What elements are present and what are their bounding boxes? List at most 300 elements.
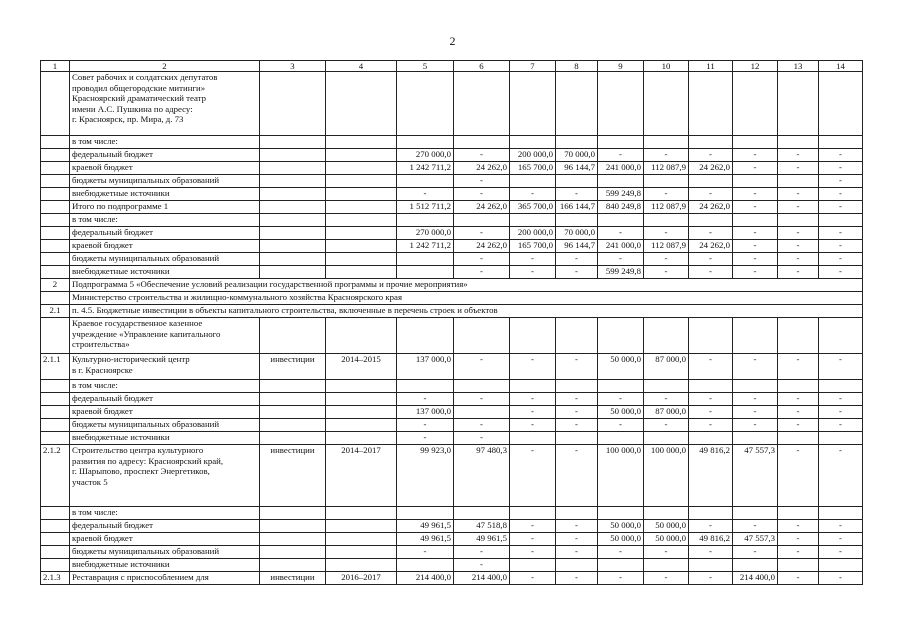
value-cell: - [644,266,689,279]
value-cell: - [778,162,819,175]
value-cell [326,227,397,240]
value-cell [326,507,397,520]
value-cell: - [778,445,819,507]
value-cell [397,507,454,520]
value-cell: - [819,520,863,533]
value-cell: 49 816,2 [689,445,733,507]
description-cell: в том числе: [70,214,260,227]
value-cell: 70 000,0 [556,227,598,240]
value-cell [326,149,397,162]
value-cell: 365 700,0 [510,201,556,214]
value-cell [598,72,644,136]
value-cell: - [778,406,819,419]
value-cell [260,227,326,240]
value-cell [778,318,819,354]
value-cell [598,507,644,520]
value-cell: - [819,240,863,253]
value-cell [819,432,863,445]
description-cell: федеральный бюджет [70,149,260,162]
value-cell: 96 144,7 [556,162,598,175]
row-number-cell [41,406,70,419]
value-cell: - [733,393,778,406]
row-number-cell [41,188,70,201]
value-cell [733,214,778,227]
value-cell [326,136,397,149]
row-number-cell [41,318,70,354]
value-cell [598,318,644,354]
value-cell: - [397,188,454,201]
value-cell: 47 557,3 [733,533,778,546]
value-cell: - [454,175,510,188]
value-cell [510,380,556,393]
value-cell [260,419,326,432]
value-cell: - [733,546,778,559]
value-cell [397,380,454,393]
table-row [41,175,863,188]
value-cell [510,318,556,354]
table-row [41,533,863,546]
value-cell: - [510,266,556,279]
row-number-cell [41,175,70,188]
value-cell: - [778,533,819,546]
value-cell: 112 087,9 [644,201,689,214]
description-cell: внебюджетные источники [70,188,260,201]
row-number-cell [41,520,70,533]
value-cell [778,507,819,520]
value-cell [326,559,397,572]
table-header-row [41,61,863,72]
value-cell [778,214,819,227]
value-cell [260,253,326,266]
row-number-cell [41,149,70,162]
value-cell: - [689,546,733,559]
value-cell: - [778,201,819,214]
table-row [41,214,863,227]
value-cell: 24 262,0 [689,201,733,214]
value-cell [326,380,397,393]
value-cell: - [778,266,819,279]
value-cell: - [819,445,863,507]
value-cell: 49 961,5 [397,533,454,546]
value-cell: - [598,253,644,266]
value-cell: - [689,520,733,533]
value-cell [689,380,733,393]
value-cell [454,318,510,354]
column-header: 14 [819,61,863,72]
row-number-cell [41,507,70,520]
value-cell: 1 512 711,2 [397,201,454,214]
description-cell: бюджеты муниципальных образований [70,253,260,266]
budget-table [40,60,863,585]
value-cell: - [778,520,819,533]
value-cell: 165 700,0 [510,240,556,253]
value-cell: 100 000,0 [644,445,689,507]
value-cell [819,214,863,227]
table-row [41,380,863,393]
value-cell: 24 262,0 [689,240,733,253]
value-cell: - [689,354,733,380]
value-cell: - [598,419,644,432]
value-cell: 24 262,0 [454,162,510,175]
value-cell [598,136,644,149]
value-cell: - [689,393,733,406]
value-cell: - [778,227,819,240]
value-cell [260,162,326,175]
description-cell: федеральный бюджет [70,227,260,240]
table-row [41,393,863,406]
value-cell [733,380,778,393]
value-cell [556,136,598,149]
value-cell [556,380,598,393]
value-cell: 24 262,0 [454,240,510,253]
value-cell: 599 249,8 [598,266,644,279]
column-header: 13 [778,61,819,72]
value-cell: 24 262,0 [454,201,510,214]
value-cell: - [689,227,733,240]
value-cell: - [819,149,863,162]
value-cell [598,559,644,572]
value-cell: - [556,354,598,380]
table-row [41,546,863,559]
value-cell [454,214,510,227]
value-cell: - [598,227,644,240]
description-cell: краевой бюджет [70,406,260,419]
value-cell [556,559,598,572]
value-cell: - [819,227,863,240]
column-header: 12 [733,61,778,72]
value-cell: 87 000,0 [644,354,689,380]
value-cell: - [819,188,863,201]
table-row [41,136,863,149]
value-cell [778,72,819,136]
value-cell: 200 000,0 [510,149,556,162]
value-cell: - [733,419,778,432]
value-cell: - [819,393,863,406]
value-cell [397,214,454,227]
value-cell: - [510,445,556,507]
value-cell [689,507,733,520]
value-cell: инвестиции [260,354,326,380]
description-cell: краевой бюджет [70,240,260,253]
row-number-cell [41,240,70,253]
value-cell: - [644,188,689,201]
value-cell [733,175,778,188]
description-cell: Культурно-исторический центр в г. Красноярске [70,354,260,380]
value-cell [397,175,454,188]
value-cell: - [733,201,778,214]
value-cell [260,533,326,546]
value-cell [454,507,510,520]
section-title-cell: Министерство строительства и жилищно-коммунального хозяйства Красноярского края [70,292,863,305]
value-cell [556,507,598,520]
value-cell: 599 249,8 [598,188,644,201]
value-cell: - [556,253,598,266]
description-cell: Итого по подпрограмме 1 [70,201,260,214]
value-cell [260,393,326,406]
value-cell: 47 518,8 [454,520,510,533]
value-cell: - [644,253,689,266]
column-header: 5 [397,61,454,72]
value-cell [510,136,556,149]
description-cell: в том числе: [70,136,260,149]
value-cell: - [556,419,598,432]
row-number-cell: 2.1.3 [41,572,70,585]
value-cell: - [454,227,510,240]
description-cell: внебюджетные источники [70,266,260,279]
value-cell: - [689,406,733,419]
column-header: 3 [260,61,326,72]
value-cell: 49 961,5 [397,520,454,533]
value-cell: - [644,227,689,240]
row-number-cell [41,393,70,406]
value-cell [326,188,397,201]
value-cell: 50 000,0 [644,520,689,533]
row-number-cell [41,380,70,393]
value-cell [556,175,598,188]
value-cell: - [510,188,556,201]
row-number-cell: 2.1.1 [41,354,70,380]
column-header: 6 [454,61,510,72]
value-cell: - [733,406,778,419]
value-cell: - [556,393,598,406]
value-cell [598,380,644,393]
value-cell: - [510,253,556,266]
value-cell [260,546,326,559]
value-cell: 270 000,0 [397,227,454,240]
value-cell: - [454,546,510,559]
value-cell [733,559,778,572]
value-cell: - [819,253,863,266]
value-cell [644,175,689,188]
value-cell [326,419,397,432]
value-cell: 166 144,7 [556,201,598,214]
value-cell [326,175,397,188]
value-cell [260,266,326,279]
value-cell [819,559,863,572]
description-cell: Строительство центра культурного развития по адресу: Красноярский край, г. Шарыпово, проспект Энергетиков, участок 5 [70,445,260,507]
value-cell: - [397,432,454,445]
row-number-cell [41,214,70,227]
value-cell: - [778,253,819,266]
value-cell [556,214,598,227]
value-cell [510,72,556,136]
row-number-cell [41,533,70,546]
value-cell: - [778,149,819,162]
value-cell: 24 262,0 [689,162,733,175]
row-number-cell: 2.1.2 [41,445,70,507]
value-cell: - [556,546,598,559]
page-number: 2 [449,34,456,48]
section-row [41,292,863,305]
value-cell [733,72,778,136]
value-cell [397,266,454,279]
description-cell: Совет рабочих и солдатских депутатов проводил общегородские митинги» Красноярский драматический театр имени А.С. Пушкина по адресу: г. Красноярск, пр. Мира, д. 73 [70,72,260,136]
value-cell [326,432,397,445]
value-cell [819,72,863,136]
value-cell: - [644,149,689,162]
value-cell: - [733,520,778,533]
value-cell [454,72,510,136]
value-cell: - [510,533,556,546]
column-header: 4 [326,61,397,72]
value-cell: - [644,546,689,559]
column-header: 7 [510,61,556,72]
value-cell: - [819,546,863,559]
value-cell [454,406,510,419]
table-row [41,354,863,380]
value-cell [326,72,397,136]
value-cell: - [510,406,556,419]
row-number-cell: 2 [41,279,70,292]
value-cell: 137 000,0 [397,354,454,380]
value-cell: - [733,354,778,380]
value-cell: 214 400,0 [397,572,454,585]
value-cell [778,175,819,188]
value-cell: 47 557,3 [733,445,778,507]
value-cell [260,507,326,520]
value-cell [260,175,326,188]
value-cell [819,380,863,393]
value-cell: - [598,393,644,406]
value-cell: - [819,406,863,419]
value-cell [644,136,689,149]
value-cell [260,380,326,393]
description-cell: краевой бюджет [70,533,260,546]
description-cell: бюджеты муниципальных образований [70,175,260,188]
value-cell: 99 923,0 [397,445,454,507]
value-cell: 97 480,3 [454,445,510,507]
value-cell: - [733,188,778,201]
value-cell [778,380,819,393]
value-cell [326,520,397,533]
value-cell: 2014–2015 [326,354,397,380]
value-cell [689,175,733,188]
row-number-cell [41,253,70,266]
value-cell: - [733,149,778,162]
value-cell: - [819,201,863,214]
value-cell [644,380,689,393]
value-cell [260,214,326,227]
value-cell [598,175,644,188]
value-cell [397,136,454,149]
value-cell [689,214,733,227]
value-cell [819,507,863,520]
value-cell [260,318,326,354]
value-cell: - [819,533,863,546]
value-cell [556,72,598,136]
value-cell: - [510,393,556,406]
value-cell [819,136,863,149]
value-cell [644,507,689,520]
value-cell [689,318,733,354]
value-cell [326,266,397,279]
value-cell [326,533,397,546]
description-cell: бюджеты муниципальных образований [70,419,260,432]
value-cell: - [778,572,819,585]
value-cell [733,318,778,354]
value-cell [260,406,326,419]
value-cell: - [819,419,863,432]
value-cell: - [819,175,863,188]
value-cell: 50 000,0 [644,533,689,546]
value-cell [397,253,454,266]
description-cell: федеральный бюджет [70,393,260,406]
value-cell [644,214,689,227]
value-cell [644,432,689,445]
value-cell: - [819,354,863,380]
description-cell: в том числе: [70,507,260,520]
row-number-cell [41,419,70,432]
column-header: 11 [689,61,733,72]
table-row [41,406,863,419]
value-cell [556,318,598,354]
value-cell [260,188,326,201]
value-cell [260,520,326,533]
value-cell: - [454,266,510,279]
value-cell: 50 000,0 [598,354,644,380]
value-cell: 840 249,8 [598,201,644,214]
value-cell [644,318,689,354]
description-cell: краевой бюджет [70,162,260,175]
value-cell: 50 000,0 [598,406,644,419]
table-row [41,188,863,201]
value-cell [397,318,454,354]
value-cell [598,432,644,445]
description-cell: Реставрация с приспособлением для [70,572,260,585]
value-cell: - [819,162,863,175]
column-header: 2 [70,61,260,72]
value-cell [689,136,733,149]
value-cell: 214 400,0 [454,572,510,585]
row-number-cell: 2.1 [41,305,70,318]
row-number-cell [41,292,70,305]
value-cell [260,136,326,149]
value-cell: - [733,266,778,279]
value-cell [510,214,556,227]
value-cell: - [454,432,510,445]
value-cell [326,393,397,406]
value-cell: - [689,149,733,162]
table-row [41,149,863,162]
value-cell: 1 242 711,2 [397,240,454,253]
value-cell: - [556,406,598,419]
value-cell [260,201,326,214]
value-cell [644,72,689,136]
row-number-cell [41,162,70,175]
value-cell [510,507,556,520]
value-cell: 87 000,0 [644,406,689,419]
value-cell: - [598,572,644,585]
value-cell [326,201,397,214]
row-number-cell [41,136,70,149]
value-cell [778,559,819,572]
value-cell: - [644,419,689,432]
value-cell: - [454,419,510,432]
value-cell: - [689,572,733,585]
value-cell: - [397,419,454,432]
value-cell: 70 000,0 [556,149,598,162]
column-header: 9 [598,61,644,72]
value-cell [260,240,326,253]
table-row [41,572,863,585]
value-cell: - [819,266,863,279]
value-cell [260,149,326,162]
description-cell: внебюджетные источники [70,559,260,572]
value-cell: - [689,419,733,432]
table-row [41,432,863,445]
value-cell: - [598,546,644,559]
table-row [41,253,863,266]
